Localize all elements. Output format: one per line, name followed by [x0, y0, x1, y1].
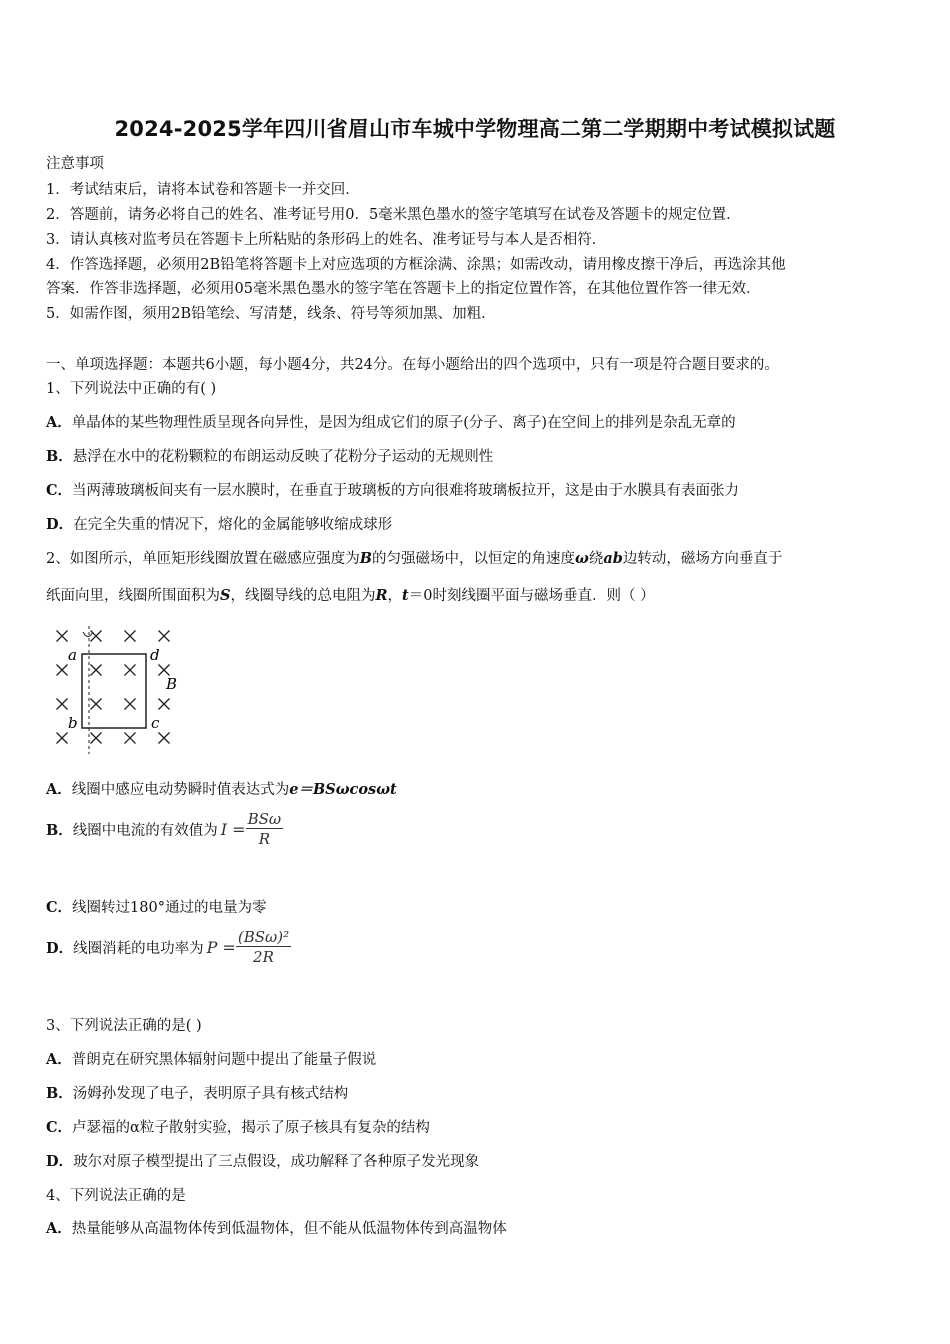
field-cross-icon — [159, 665, 170, 676]
label-a: a — [68, 646, 77, 664]
q3-option-b — [46, 1082, 348, 1103]
field-cross-icon — [57, 699, 68, 710]
field-cross-icon — [125, 631, 136, 642]
notice-item: 5．如需作图，须用2B铅笔绘、写清楚，线条、符号等须加黑、加粗． — [46, 306, 496, 322]
option-text: 单晶体的某些物理性质呈现各向异性，是因为组成它们的原子(分子、离子)在空间上的排列是杂乱无章的 — [71, 415, 736, 431]
option-label: A． — [46, 1051, 72, 1068]
question-3-stem: 3、下列说法正确的是( ) — [46, 1018, 202, 1034]
label-B: B — [166, 675, 178, 693]
option-label: A． — [46, 1220, 72, 1237]
option-text: 当两薄玻璃板间夹有一层水膜时，在垂直于玻璃板的方向很难将玻璃板拉开，这是由于水膜具有表面张力 — [72, 483, 740, 499]
notice-item: 答案．作答非选择题，必须用05毫米黑色墨水的签字笔在答题卡上的指定位置作答，在其他位置作答一律无效． — [46, 281, 761, 297]
option-text: 线圈中电流的有效值为 — [72, 823, 218, 839]
option-label: B． — [46, 822, 73, 839]
field-cross-icon — [159, 699, 170, 710]
fraction-denominator: R — [258, 830, 270, 848]
label-c: c — [151, 714, 160, 732]
field-cross-icon — [57, 665, 68, 676]
option-label: A． — [46, 414, 72, 431]
option-text: 线圈转过180°通过的电量为零 — [72, 900, 267, 916]
q1-option-a — [46, 411, 736, 432]
magnetic-field-coil-figure — [50, 626, 190, 754]
field-cross-icon — [91, 733, 102, 744]
option-text: 普朗克在研究黑体辐射问题中提出了能量子假说 — [71, 1052, 377, 1068]
option-label: C． — [46, 899, 73, 916]
formula-lhs: I = — [220, 820, 246, 839]
q2-option-d — [46, 928, 291, 967]
fraction-numerator: (BSω)² — [237, 928, 290, 946]
q3-option-a — [46, 1048, 376, 1069]
option-text: 悬浮在水中的花粉颗粒的布朗运动反映了花粉分子运动的无规则性 — [72, 449, 494, 465]
q3-option-c — [46, 1116, 430, 1137]
option-text: 玻尔对原子模型提出了三点假设，成功解释了各种原子发光现象 — [73, 1154, 480, 1170]
option-label: D． — [46, 516, 74, 533]
q1-option-c — [46, 479, 739, 500]
formula-fraction — [236, 928, 291, 967]
q2-option-b — [46, 810, 283, 849]
q2-option-a — [46, 778, 397, 799]
formula-fraction — [246, 810, 284, 849]
option-text: 卢瑟福的α粒子散射实验，揭示了原子核具有复杂的结构 — [72, 1120, 430, 1136]
fraction-denominator: 2R — [253, 948, 274, 966]
fraction-numerator: BSω — [247, 810, 282, 828]
notice-item: 4．作答选择题，必须用2B铅笔将答题卡上对应选项的方框涂满、涂黑；如需改动，请用橡皮擦干净后，再选涂其他 — [46, 257, 786, 273]
field-cross-icon — [125, 733, 136, 744]
formula-lhs: P = — [206, 938, 236, 957]
page-title: 2024-2025学年四川省眉山市车城中学物理高二第二学期期中考试模拟试题 — [114, 117, 836, 141]
option-label: D． — [46, 940, 74, 957]
option-label: D． — [46, 1153, 74, 1170]
field-cross-icon — [91, 631, 102, 642]
question-2-stem-line1: 2、如图所示，单匝矩形线圈放置在磁感应强度为B的匀强磁场中，以恒定的角速度ω绕ab边转动，磁场方向垂直于 — [46, 550, 783, 567]
rotation-arrow-icon — [83, 632, 93, 637]
q3-option-d — [46, 1150, 479, 1171]
option-expression: e＝BSωcosωt — [289, 781, 397, 798]
label-d: d — [150, 646, 160, 664]
notice-heading: 注意事项 — [46, 156, 104, 172]
field-cross-icon — [57, 631, 68, 642]
field-cross-icon — [125, 665, 136, 676]
option-label: B． — [46, 448, 73, 465]
option-label: C． — [46, 482, 73, 499]
option-label: C． — [46, 1119, 73, 1136]
question-1-stem: 1、下列说法中正确的有( ) — [46, 381, 217, 397]
q1-option-b — [46, 445, 493, 466]
option-label: B． — [46, 1085, 73, 1102]
section-heading: 一、单项选择题：本题共6小题，每小题4分，共24分。在每小题给出的四个选项中，只有一项是符合题目要求的。 — [46, 357, 779, 373]
option-text: 在完全失重的情况下，熔化的金属能够收缩成球形 — [73, 517, 393, 533]
field-cross-icon — [125, 699, 136, 710]
question-4-stem: 4、下列说法正确的是 — [46, 1188, 186, 1204]
notice-item: 3．请认真核对监考员在答题卡上所粘贴的条形码上的姓名、准考证号与本人是否相符． — [46, 232, 607, 248]
label-b: b — [68, 714, 78, 732]
option-text: 线圈消耗的电功率为 — [73, 941, 204, 957]
q1-option-d — [46, 513, 392, 534]
option-text: 热量能够从高温物体传到低温物体，但不能从低温物体传到高温物体 — [71, 1221, 507, 1237]
field-cross-icon — [91, 665, 102, 676]
option-label: A． — [46, 781, 72, 798]
field-cross-icon — [159, 631, 170, 642]
field-cross-icon — [91, 699, 102, 710]
field-cross-icon — [57, 733, 68, 744]
field-cross-icon — [159, 733, 170, 744]
notice-item: 2．答题前，请务必将自己的姓名、准考证号用0．5毫米黑色墨水的签字笔填写在试卷及答题卡的规定位置． — [46, 207, 741, 223]
question-2-stem-line2: 纸面向里，线圈所围面积为S，线圈导线的总电阻为R，t＝0时刻线圈平面与磁场垂直．则（ ） — [46, 587, 655, 604]
option-text: 线圈中感应电动势瞬时值表达式为 — [71, 782, 290, 798]
notice-item: 1．考试结束后，请将本试卷和答题卡一并交回． — [46, 182, 360, 198]
q2-option-c — [46, 896, 266, 917]
q4-option-a — [46, 1217, 507, 1238]
option-text: 汤姆孙发现了电子，表明原子具有核式结构 — [72, 1086, 349, 1102]
